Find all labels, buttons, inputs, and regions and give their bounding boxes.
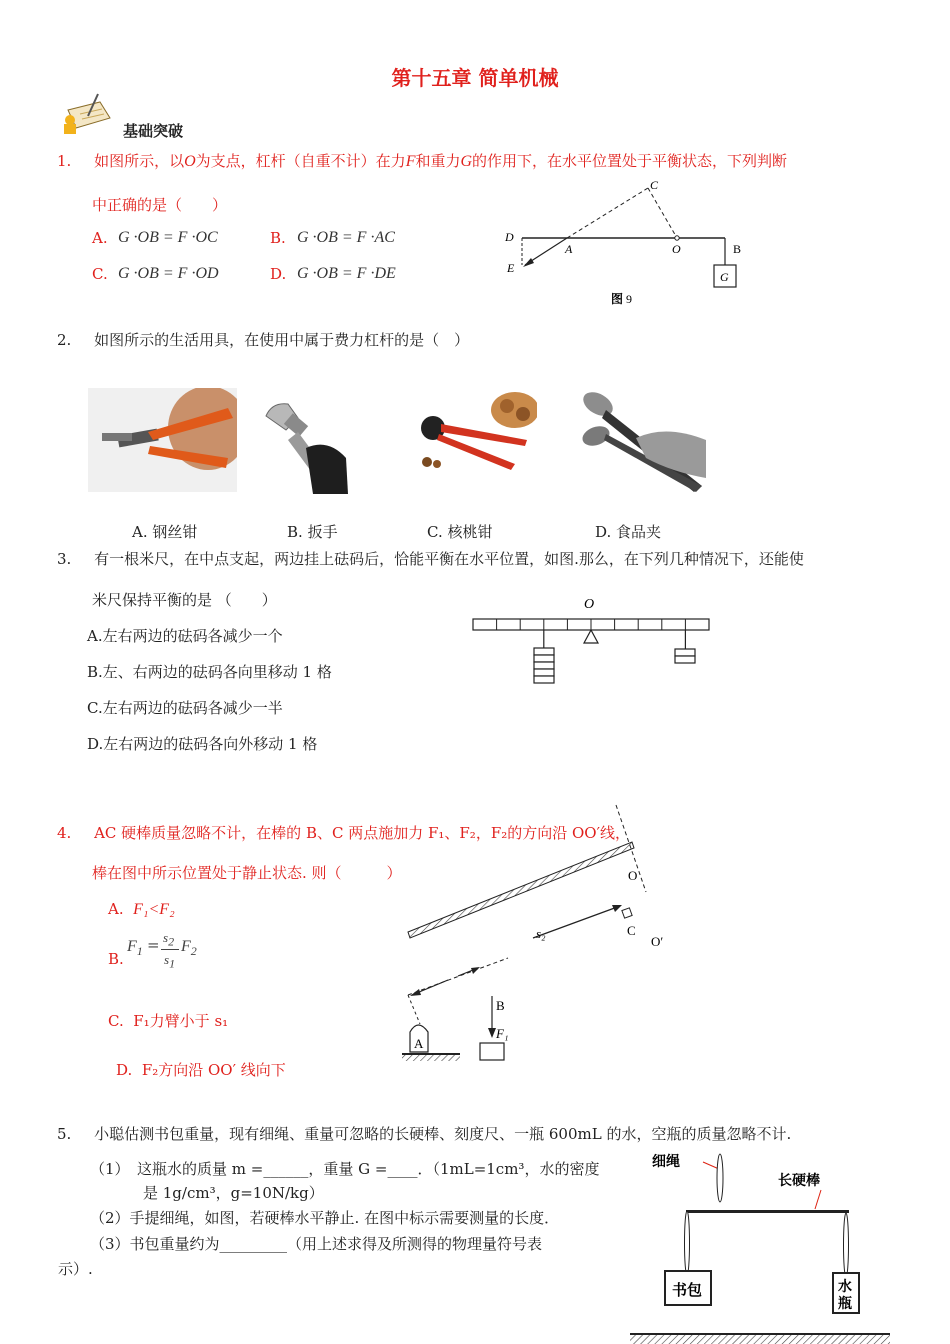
label-o-prime: O′ xyxy=(651,934,664,949)
pivot-o xyxy=(675,236,679,240)
right-weights xyxy=(675,630,695,663)
q4-stem-line2: 棒在图中所示位置处于静止状态. 则（ ） xyxy=(92,864,402,882)
rope xyxy=(717,1154,723,1202)
formula-f1-sub: 1 xyxy=(136,944,143,959)
q5-part3-cont: 示）. xyxy=(58,1260,93,1278)
formula-f2-letter: F xyxy=(181,938,191,955)
q4-number: 4. xyxy=(57,824,72,842)
label-s2: s₂ xyxy=(536,926,546,941)
label-rope: 细绳 xyxy=(652,1155,680,1170)
q1-option-c xyxy=(92,265,108,283)
label-o: O xyxy=(628,868,638,883)
caption-figure: 图 xyxy=(611,292,624,306)
option-letter: D. xyxy=(270,265,287,283)
formula-f1-letter: F xyxy=(127,938,137,955)
hard-rod xyxy=(408,842,634,938)
q2-number: 2. xyxy=(57,331,72,349)
option-letter: B. xyxy=(270,229,286,247)
q3-stem-text: 有一根米尺，在中点支起，两边挂上砝码后，恰能平衡在水平位置，如图.那么，在下列几种情况下，还能使 xyxy=(94,550,804,568)
label-bag: 书包 xyxy=(672,1283,703,1299)
option-text: 食品夹 xyxy=(616,523,662,541)
option-text: 钢丝钳 xyxy=(152,523,198,541)
q3-stem xyxy=(57,548,804,569)
q4-stem-text: AC 硬棒质量忽略不计，在棒的 B、C 两点施加力 F₁、F₂，F₂的方向沿 OO′线， xyxy=(94,824,631,842)
label-d: D xyxy=(505,230,514,244)
label-b: B xyxy=(496,998,505,1013)
q5-stem-text: 小聪估测书包重量，现有细绳、重量可忽略的长硬棒、刻度尺、一瓶 600mL 的水，空瓶的质量忽略不计. xyxy=(94,1125,792,1143)
rope-pointer xyxy=(703,1162,719,1169)
q1-option-d xyxy=(270,265,286,283)
formula-denominator xyxy=(164,952,175,972)
formula-f2-sub: 2 xyxy=(190,944,197,959)
q4-option-b-letter: B. xyxy=(108,950,124,968)
floor-hatch xyxy=(630,1335,890,1344)
bag-string xyxy=(685,1211,690,1275)
label-bottle-2: 瓶 xyxy=(838,1297,852,1312)
study-icon xyxy=(58,90,114,136)
force-f-arrowhead xyxy=(523,258,534,267)
q5-part1: （1） 这瓶水的质量 m =______，重量 G =____．（1mL=1cm³，水的密度 xyxy=(90,1160,600,1178)
dashed-extension xyxy=(408,958,508,995)
option-text: F₂方向沿 OO′ 线向下 xyxy=(141,1061,286,1079)
ground-hatch xyxy=(402,1055,460,1061)
option-text: 扳手 xyxy=(307,523,338,541)
label-bottle-1: 水 xyxy=(838,1280,852,1295)
rod-pointer xyxy=(815,1190,821,1209)
formula-numerator xyxy=(163,930,174,950)
q1-option-a xyxy=(92,229,108,247)
formula-f1 xyxy=(127,938,143,959)
force-f1-arrowhead xyxy=(488,1028,496,1038)
formula-num-letter: s xyxy=(163,930,169,945)
q5-part1-cont: 是 1g/cm³，g=10N/kg） xyxy=(143,1184,324,1202)
q1-option-a-text: G ·OB = F ·OC xyxy=(118,229,218,246)
q2-option-d xyxy=(595,521,661,542)
label-g: G xyxy=(720,270,729,284)
q1-stem-part: O xyxy=(184,153,196,170)
fraction-bar xyxy=(161,949,179,950)
section-title: 基础突破 xyxy=(123,122,184,140)
q2-option-c xyxy=(427,521,493,542)
q5-part2: （2）手提细绳，如图，若硬棒水平静止. 在图中标示需要测量的长度． xyxy=(90,1209,560,1227)
nutcracker-image xyxy=(407,388,537,476)
q2-option-b xyxy=(287,521,338,542)
q5-part3: （3）书包重量约为_________（用上述求得及所测得的物理量符号表 xyxy=(90,1235,543,1253)
dashed-line-co xyxy=(648,188,677,238)
q4-rod-diagram xyxy=(398,800,688,1075)
q1-stem xyxy=(57,150,787,171)
q1-number: 1. xyxy=(57,152,72,170)
q4-option-c xyxy=(108,1010,228,1031)
point-c-marker xyxy=(622,908,632,918)
option-letter: A. xyxy=(92,229,108,247)
label-o: O xyxy=(584,597,595,612)
label-f1: F₁ xyxy=(496,1026,509,1041)
label-a: A xyxy=(565,242,573,256)
q4-option-b-formula xyxy=(127,930,207,978)
option-letter: A. xyxy=(108,900,124,918)
left-weights xyxy=(534,630,554,683)
option-letter: C. xyxy=(427,523,443,541)
formula-den-sub: 1 xyxy=(169,956,176,971)
label-b: B xyxy=(733,242,742,256)
wrench-image xyxy=(258,388,348,494)
formula-num-sub: 2 xyxy=(168,934,175,949)
q3-stem-line2: 米尺保持平衡的是 （ ） xyxy=(92,591,277,609)
label-o: O xyxy=(672,242,681,256)
label-a: A xyxy=(414,1036,424,1051)
q3-number: 3. xyxy=(57,550,72,568)
label-c: C xyxy=(650,178,659,192)
q1-stem-part: G xyxy=(460,153,473,170)
formula-equals: = xyxy=(147,936,160,954)
label-rod: 长硬棒 xyxy=(778,1174,820,1189)
bottle-string xyxy=(844,1213,849,1277)
option-letter: D. xyxy=(116,1061,133,1079)
q3-option-c: C.左右两边的砝码各减少一半 xyxy=(87,699,283,717)
option-letter: D. xyxy=(595,523,612,541)
q5-number: 5. xyxy=(57,1125,72,1143)
s2-line xyxy=(533,906,620,938)
q1-stem-part: 和重力 xyxy=(415,152,461,170)
option-text: F₁力臂小于 s₁ xyxy=(133,1012,229,1030)
s1-arrowhead-left xyxy=(410,989,421,996)
pliers-image xyxy=(88,388,237,492)
q1-option-c-text: G ·OB = F ·OD xyxy=(118,265,219,282)
q2-option-a xyxy=(132,521,197,542)
q2-stem-text: 如图所示的生活用具，在使用中属于费力杠杆的是（ ） xyxy=(94,331,470,349)
q3-option-d: D.左右两边的砝码各向外移动 1 格 xyxy=(87,735,318,753)
option-letter: C. xyxy=(92,265,108,283)
q1-stem-line2: 中正确的是（ ） xyxy=(92,196,228,214)
q1-option-d-text: G ·OB = F ·DE xyxy=(297,265,396,282)
q4-option-a xyxy=(108,900,175,919)
option-letter: B. xyxy=(287,523,303,541)
q1-lever-diagram xyxy=(495,175,755,315)
option-text: 核桃钳 xyxy=(447,523,493,541)
weight-block xyxy=(480,1043,504,1060)
option-text: F₁<F₂ xyxy=(133,901,175,918)
fulcrum xyxy=(584,630,598,643)
q1-stem-part: 如图所示，以 xyxy=(94,152,185,170)
dashed-line-ac xyxy=(567,188,648,238)
formula-den-letter: s xyxy=(164,952,170,967)
q1-option-b xyxy=(270,229,286,247)
q4-option-d xyxy=(116,1059,286,1080)
q1-stem-part: 的作用下，在水平位置处于平衡状态，下列判断 xyxy=(472,152,788,170)
label-e: E xyxy=(507,261,515,275)
q5-balance-diagram xyxy=(625,1140,895,1344)
formula-f2 xyxy=(181,938,197,959)
option-letter: C. xyxy=(108,1012,124,1030)
q1-option-b-text: G ·OB = F ·AC xyxy=(297,229,395,246)
page-title: 第十五章 简单机械 xyxy=(391,66,559,90)
dashed-line-a xyxy=(408,995,420,1024)
label-c: C xyxy=(627,923,636,938)
caption-number: 9 xyxy=(626,292,632,306)
q3-option-b: B.左、右两边的砝码各向里移动 1 格 xyxy=(87,663,332,681)
meter-stick xyxy=(473,619,709,630)
q3-option-a: A.左右两边的砝码各减少一个 xyxy=(87,627,283,645)
q3-meter-stick-diagram xyxy=(470,592,715,690)
q1-stem-part: F xyxy=(405,153,416,170)
food-tongs-image xyxy=(576,388,706,494)
q1-stem-part: 为支点，杠杆（自重不计）在力 xyxy=(195,152,406,170)
s1-arrowhead-right xyxy=(471,967,480,974)
long-rod xyxy=(686,1210,849,1213)
option-letter: A. xyxy=(132,523,148,541)
q2-stem xyxy=(57,329,469,350)
s2-arrowhead xyxy=(612,905,622,912)
